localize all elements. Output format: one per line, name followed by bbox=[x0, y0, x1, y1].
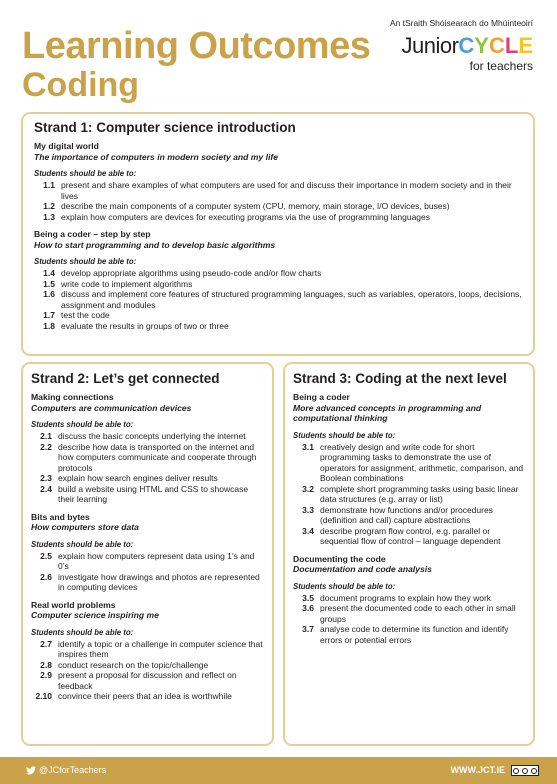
brand-for-teachers: for teachers bbox=[469, 59, 533, 73]
outcome-text: creatively design and write code for short programming tasks to demonstrate the use of operators for assignment, arithmetic, comparison, and Boolean combinations bbox=[320, 441, 524, 483]
outcome-text: complete short programming tasks using basic linear data structures (e.g. array or list) bbox=[320, 483, 519, 504]
website-link[interactable]: WWW.JCT.IE bbox=[450, 765, 505, 775]
brand-letter: E bbox=[518, 33, 533, 58]
outcome-number: 2.5 bbox=[40, 550, 52, 561]
students-should-be-able-to: Students should be able to: bbox=[293, 430, 396, 440]
learning-outcome bbox=[31, 442, 264, 474]
outcome-text: explain how computers represent data using 1’s and 0’s bbox=[58, 550, 255, 571]
brand-letter: Y bbox=[474, 33, 489, 58]
outcome-section bbox=[34, 229, 522, 331]
section-subtitle: Documentation and code analysis bbox=[293, 564, 432, 574]
outcome-text: analyse code to determine its function and identify errors or potential errors bbox=[320, 624, 509, 645]
strand-1-box bbox=[21, 112, 535, 356]
outcome-text: convince their peers that an idea is worthwhile bbox=[58, 691, 232, 701]
outcome-section bbox=[293, 554, 525, 646]
outcome-number: 3.6 bbox=[302, 603, 314, 613]
section-subtitle: How to start programming and to develop basic algorithms bbox=[34, 239, 276, 250]
section-subtitle: More advanced concepts in programming and computational thinking bbox=[293, 402, 482, 423]
learning-outcome bbox=[31, 691, 264, 702]
outcome-text: build a website using HTML and CSS to showcase their learning bbox=[58, 483, 249, 504]
brand-letter: C bbox=[458, 33, 475, 58]
outcome-text: write code to implement algorithms bbox=[61, 278, 193, 289]
brand-name-junior: Junior bbox=[401, 33, 459, 58]
outcome-number: 3.3 bbox=[302, 504, 314, 515]
brand-letter: L bbox=[504, 33, 519, 58]
twitter-bird-icon bbox=[26, 766, 36, 775]
outcome-text: identify a topic or a challenge in computer science that inspires them bbox=[58, 638, 263, 659]
learning-outcome bbox=[34, 289, 522, 310]
outcome-text: describe program flow control, e.g. parallel or sequential flow of control – language dependent bbox=[320, 525, 501, 546]
learning-outcome bbox=[31, 572, 264, 593]
footer-bar bbox=[0, 757, 557, 784]
outcome-text: discuss the basic concepts underlying the internet bbox=[58, 431, 246, 441]
brand-irish-tagline: An tSraith Shóisearach do Mhúinteoirí bbox=[389, 18, 533, 28]
learning-outcome bbox=[31, 431, 264, 442]
section-title: My digital world bbox=[34, 141, 99, 151]
learning-outcome bbox=[34, 279, 522, 290]
outcome-number: 2.1 bbox=[40, 431, 52, 441]
section-title: Real world problems bbox=[31, 599, 116, 610]
outcome-text: evaluate the results in groups of two or three bbox=[61, 320, 229, 331]
outcome-number: 3.7 bbox=[302, 624, 314, 634]
learning-outcome bbox=[34, 180, 522, 201]
outcome-text: describe the main components of a computer system (CPU, memory, main storage, I/O devices, buses) bbox=[61, 201, 450, 211]
outcome-number: 2.8 bbox=[40, 659, 52, 670]
outcome-text: explain how computers are devices for executing programs via the use of programming languages bbox=[61, 211, 431, 222]
learning-outcome bbox=[293, 484, 525, 505]
outcome-text: explain how search engines deliver results bbox=[58, 473, 218, 483]
students-should-be-able-to: Students should be able to: bbox=[34, 169, 137, 178]
students-should-be-able-to: Students should be able to: bbox=[293, 581, 396, 591]
outcome-number: 1.6 bbox=[43, 289, 55, 299]
outcome-text: present and share examples of what computers are used for and discuss their importance in modern society and in their lives bbox=[61, 180, 512, 201]
outcome-number: 2.3 bbox=[40, 473, 52, 483]
page-title: Learning Outcomes bbox=[22, 25, 371, 67]
students-should-be-able-to: Students should be able to: bbox=[34, 257, 137, 266]
strand-2-box bbox=[21, 362, 274, 746]
section-title: Bits and bytes bbox=[31, 511, 90, 522]
learning-outcome bbox=[31, 473, 264, 484]
outcome-number: 1.4 bbox=[43, 268, 55, 278]
outcome-section bbox=[34, 141, 522, 222]
section-title: Being a coder – step by step bbox=[34, 229, 151, 239]
outcome-section bbox=[31, 512, 264, 593]
outcome-number: 1.7 bbox=[43, 310, 55, 320]
students-should-be-able-to: Students should be able to: bbox=[31, 539, 134, 549]
outcome-number: 2.2 bbox=[40, 441, 52, 452]
learning-outcome bbox=[293, 593, 525, 604]
outcome-text: present a proposal for discussion and reflect on feedback bbox=[58, 670, 237, 691]
brand-letter: C bbox=[488, 33, 505, 58]
outcome-number: 1.1 bbox=[43, 180, 55, 190]
outcome-number: 2.10 bbox=[35, 691, 52, 701]
learning-outcome bbox=[31, 484, 264, 505]
outcome-number: 3.2 bbox=[302, 483, 314, 494]
creative-commons-icon bbox=[511, 765, 539, 776]
brand-name-cycle bbox=[458, 33, 533, 58]
section-title: Documenting the code bbox=[293, 553, 386, 564]
outcome-section bbox=[31, 600, 264, 702]
outcome-number: 3.5 bbox=[302, 592, 314, 603]
outcome-number: 3.4 bbox=[302, 525, 314, 536]
learning-outcome bbox=[293, 442, 525, 484]
outcome-section bbox=[31, 392, 264, 505]
outcome-text: investigate how drawings and photos are represented in computing devices bbox=[58, 571, 260, 592]
learning-outcome bbox=[34, 321, 522, 332]
students-should-be-able-to: Students should be able to: bbox=[31, 627, 134, 637]
outcome-text: demonstrate how functions and/or procedures (definition and call) capture abstractions bbox=[320, 504, 493, 525]
section-title: Being a coder bbox=[293, 392, 350, 402]
outcome-number: 3.1 bbox=[302, 441, 314, 452]
learning-outcome bbox=[293, 603, 525, 624]
brand-wordmark bbox=[390, 34, 533, 58]
outcome-text: discuss and implement core features of structured programming languages, such as variables, operators, loops, decisions, assignment and modules bbox=[61, 289, 522, 310]
section-subtitle: Computers are communication devices bbox=[31, 402, 192, 413]
outcome-text: test the code bbox=[61, 310, 110, 320]
outcome-section bbox=[293, 392, 525, 547]
learning-outcome bbox=[31, 639, 264, 660]
learning-outcome bbox=[31, 551, 264, 572]
outcome-text: conduct research on the topic/challenge bbox=[58, 659, 209, 670]
strand-title: Strand 3: Coding at the next level bbox=[293, 371, 507, 386]
learning-outcome bbox=[293, 624, 525, 645]
twitter-handle[interactable] bbox=[26, 765, 106, 775]
outcome-number: 1.8 bbox=[43, 320, 55, 331]
outcome-number: 2.7 bbox=[40, 638, 52, 649]
outcome-number: 2.4 bbox=[40, 483, 52, 494]
learning-outcome bbox=[34, 212, 522, 223]
outcome-number: 1.2 bbox=[43, 201, 55, 211]
learning-outcome bbox=[31, 670, 264, 691]
learning-outcome bbox=[34, 268, 522, 279]
outcome-text: describe how data is transported on the internet and how computers communicate and cooperate through protocols bbox=[58, 441, 257, 473]
section-subtitle: Computer science inspiring me bbox=[31, 610, 159, 620]
strand-title: Strand 1: Computer science introduction bbox=[34, 120, 296, 135]
learning-outcome bbox=[293, 505, 525, 526]
learning-outcome bbox=[34, 201, 522, 212]
outcome-number: 1.3 bbox=[43, 211, 55, 222]
learning-outcome bbox=[31, 660, 264, 671]
section-subtitle: The importance of computers in modern society and my life bbox=[34, 151, 279, 162]
outcome-text: document programs to explain how they work bbox=[320, 592, 492, 603]
section-title: Making connections bbox=[31, 392, 114, 402]
brand-logo bbox=[390, 18, 533, 73]
section-subtitle: How computers store data bbox=[31, 522, 139, 532]
outcome-text: present the documented code to each other in small groups bbox=[320, 603, 516, 624]
learning-outcome bbox=[34, 310, 522, 321]
learning-outcome bbox=[293, 526, 525, 547]
outcome-number: 2.9 bbox=[40, 670, 52, 680]
students-should-be-able-to: Students should be able to: bbox=[31, 420, 134, 429]
outcome-number: 1.5 bbox=[43, 278, 55, 289]
outcome-text: develop appropriate algorithms using pseudo-code and/or flow charts bbox=[61, 268, 322, 278]
strand-3-box bbox=[283, 362, 535, 746]
twitter-handle-text[interactable]: @JCforTeachers bbox=[39, 765, 107, 775]
outcome-number: 2.6 bbox=[40, 571, 52, 582]
strand-title: Strand 2: Let’s get connected bbox=[31, 371, 220, 386]
page-subtitle: Coding bbox=[22, 66, 140, 104]
